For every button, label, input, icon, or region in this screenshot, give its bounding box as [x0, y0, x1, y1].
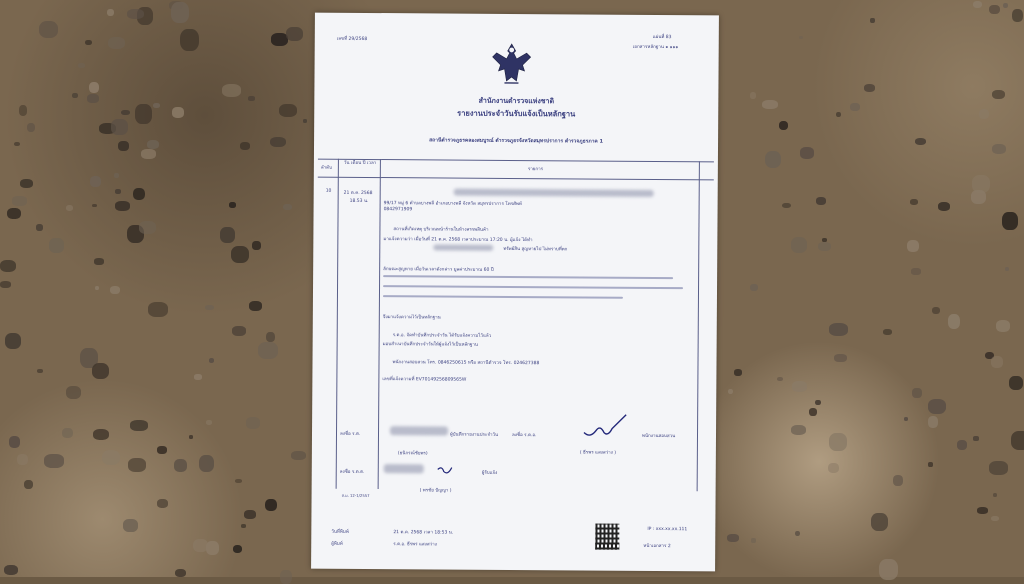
pebble: [141, 149, 156, 159]
pebble: [248, 96, 254, 101]
pebble: [279, 104, 297, 117]
pebble: [0, 260, 16, 272]
pebble: [979, 109, 990, 119]
pebble: [92, 204, 97, 208]
signature-1-name: (ธนิกรณ์ชัยพร): [397, 451, 428, 457]
pebble: [128, 458, 146, 472]
pebble: [991, 356, 1003, 368]
footer-page: หน้าเอกสาร 2: [643, 543, 671, 550]
pebble: [910, 199, 918, 205]
pebble: [66, 386, 81, 399]
pebble: [834, 354, 847, 362]
pebble: [115, 189, 121, 194]
pebble: [172, 107, 184, 117]
footer-date: 21 ต.ค. 2568 เวลา 18:53 น.: [393, 530, 454, 536]
pebble: [232, 326, 246, 335]
pebble: [973, 1, 982, 8]
pebble: [209, 358, 215, 363]
entry-line-7: จึงมาแจ้งความไว้เป็นหลักฐาน: [382, 315, 441, 321]
pebble: [283, 204, 292, 210]
pebble: [171, 2, 189, 23]
pebble: [4, 565, 18, 576]
pebble: [17, 454, 28, 465]
pebble: [87, 94, 99, 103]
pebble: [14, 142, 20, 147]
pebble: [72, 93, 78, 98]
pebble: [818, 242, 831, 251]
footer-printer: ร.ต.อ. ธีรพร แสงสว่าง: [393, 542, 437, 548]
pebble: [871, 513, 888, 531]
pebble: [932, 307, 940, 314]
pebble: [174, 459, 187, 472]
pebble: [750, 284, 758, 292]
text-line: [383, 295, 623, 298]
pebble: [800, 147, 814, 159]
pebble: [989, 461, 1008, 475]
pebble: [779, 121, 789, 131]
pebble: [751, 538, 756, 543]
pebble: [791, 237, 808, 253]
pebble: [799, 36, 804, 39]
page-number: แผ่นที่ 83: [652, 34, 672, 41]
form-code: ส.ม. 12-1/2557: [341, 492, 370, 498]
qr-code-icon: [595, 524, 619, 550]
entry-line-4: มาแจ้งความว่า เมื่อวันที่ 21 ต.ค. 2568 เวลาประมาณ 17:20 น. ผู้แจ้ง ได้ทำ: [383, 237, 533, 244]
pebble: [147, 140, 159, 149]
pebble: [20, 179, 34, 188]
pebble: [912, 388, 922, 398]
pebble: [864, 84, 876, 92]
entry-line-3: สถานที่เกิดเหตุ บริเวณหน้าร้านในห้างสรรพสินค้า: [393, 227, 489, 233]
entry-line-1: 99/17 หมู่ 6 ตำบลบางพลี อำเภอบางพลี จังหวัด สมุทรปราการ โทรศัพท์: [383, 201, 522, 208]
pebble: [938, 202, 950, 211]
pebble: [49, 238, 64, 253]
table-divider-3: [697, 161, 700, 491]
text-line: [383, 275, 673, 279]
signature-1-label: ลงชื่อ ร.ต.: [339, 431, 361, 437]
pebble: [271, 33, 288, 46]
pebble: [928, 399, 946, 414]
column-header-no: ลำดับ: [320, 165, 332, 171]
pebble: [791, 425, 806, 435]
pebble: [37, 369, 43, 373]
pebble: [62, 428, 73, 439]
pebble: [265, 499, 277, 512]
signature-2-role: พนักงานสอบสวน: [641, 433, 676, 440]
pebble: [92, 363, 109, 380]
pebble: [222, 84, 242, 97]
police-report-document: [311, 13, 719, 572]
pebble: [249, 301, 262, 311]
entry-line-10: พนักงานสอบสวน โทร. 0846250615 หรือ สถานีตำรวจ โทร. 024627388: [392, 360, 540, 367]
redacted-complainant-name: [454, 189, 654, 197]
signature-2-label: ลงชื่อ ร.ต.อ.: [511, 432, 537, 439]
pebble: [734, 369, 742, 376]
pebble: [829, 433, 846, 451]
pebble: [893, 475, 903, 486]
pebble: [991, 516, 999, 521]
signature-3-label: ลงชื่อ ร.ต.ต.: [339, 469, 365, 475]
text-line: [383, 285, 683, 289]
pebble: [78, 63, 85, 67]
pebble: [240, 142, 250, 150]
pebble: [957, 440, 968, 450]
pebble: [107, 9, 114, 16]
pebble: [765, 151, 782, 169]
pebble: [973, 436, 979, 440]
pebble: [971, 190, 986, 204]
pebble: [1011, 431, 1024, 450]
pebble: [728, 389, 733, 395]
redacted-signature-1: [390, 426, 448, 435]
pebble: [782, 203, 791, 209]
entry-line-5: ทรัพย์สิน สูญหายไป ไม่ทราบที่ตก: [503, 246, 568, 253]
pebble: [5, 333, 21, 349]
entry-line-6: ลักษณะสูญหาย เมื่อวันเวลาดังกล่าว มูลค่าประมาณ 60 ปี: [383, 267, 494, 273]
table-header-border: [318, 177, 714, 181]
pebble: [883, 329, 892, 335]
pebble: [948, 314, 961, 329]
entry-line-11: เลขที่แจ้งความที่ EV70149256809565W: [382, 377, 467, 383]
pebble: [148, 302, 168, 317]
entry-line-8: ร.ต.อ. จัดทำบันทึกประจำวัน ได้รับแจ้งความไว้แล้ว: [392, 333, 492, 339]
pebble: [133, 188, 145, 201]
pebble: [139, 221, 156, 234]
signature-1-role: ผู้บันทึกรายงานประจำวัน: [449, 432, 499, 438]
pebble: [977, 507, 988, 514]
pebble: [108, 37, 125, 50]
page-subtext: เอกสารหลักฐาน ๑ ๑๑๑: [632, 44, 679, 51]
pebble: [153, 103, 160, 108]
pebble: [206, 420, 212, 425]
pebble: [993, 493, 997, 497]
pebble: [135, 104, 152, 123]
pebble: [928, 462, 933, 467]
pebble: [762, 100, 777, 109]
pebble: [231, 246, 249, 264]
pebble: [246, 417, 260, 429]
document-title: รายงานประจำวันรับแจ้งเป็นหลักฐาน: [457, 108, 576, 119]
pebble: [286, 27, 302, 42]
pebble: [280, 570, 292, 584]
pebble: [829, 323, 848, 336]
entry-date: 21 ต.ค. 2568: [343, 190, 373, 197]
pebble: [252, 241, 261, 250]
entry-line-2: 0842971909: [383, 207, 413, 213]
signature-3-name: ( พรชัย ปัญญา ): [419, 488, 452, 494]
pebble: [194, 374, 202, 379]
pebble: [244, 510, 256, 519]
pebble: [24, 480, 33, 490]
pebble: [1012, 9, 1023, 22]
column-header-date: วัน เดือน ปี เวลา: [343, 160, 377, 167]
pebble: [157, 499, 168, 508]
pebble: [992, 144, 1006, 155]
pebble: [911, 268, 921, 274]
pebble: [989, 5, 1000, 15]
pebble: [266, 332, 275, 343]
pebble: [816, 197, 826, 205]
pebble: [157, 446, 167, 454]
pebble: [44, 454, 64, 467]
pebble: [291, 451, 306, 460]
pebble: [1002, 212, 1018, 230]
pebble: [206, 541, 219, 555]
entry-time: 18.53 น.: [349, 198, 369, 204]
redacted-signature-3: [384, 464, 424, 473]
pebble: [89, 82, 99, 94]
signature-2-name: ( ธีรพร แสงสว่าง ): [579, 450, 617, 456]
pebble: [36, 224, 43, 231]
pebble: [199, 455, 214, 472]
signature-3-role: ผู้รับแจ้ง: [481, 470, 498, 476]
station-name: สถานีตำรวจภูธรคลองสมบูรณ์ ตำรวจภูธรจังหวัดสมุทรปราการ ตำรวจภูธรภาค 1: [429, 137, 604, 145]
pebble: [229, 202, 236, 208]
pebble: [111, 119, 127, 135]
entry-number: 10: [325, 188, 332, 194]
pebble: [928, 416, 938, 428]
pebble: [241, 524, 246, 528]
pebble: [828, 463, 840, 474]
pebble: [175, 569, 186, 577]
pebble: [95, 286, 100, 290]
signature-mark: [582, 412, 630, 440]
pebble: [270, 137, 286, 148]
footer-date-label: วันที่พิมพ์: [331, 529, 349, 535]
pebble: [19, 105, 28, 115]
pebble: [7, 208, 20, 220]
pebble: [992, 90, 1005, 99]
pebble: [0, 281, 11, 288]
pebble: [9, 436, 20, 448]
pebble: [193, 539, 208, 552]
table-divider-2: [378, 159, 381, 489]
table-divider-1: [336, 159, 339, 489]
signature-mark: [436, 463, 456, 475]
pebble: [303, 119, 307, 123]
pebble: [180, 29, 199, 52]
pebble: [727, 534, 739, 542]
pebble: [907, 240, 919, 252]
pebble: [870, 18, 875, 23]
pebble: [12, 196, 27, 205]
document-number: เลขที่ 29/2568: [336, 36, 368, 42]
pebble: [996, 320, 1010, 332]
agency-name: สำนักงานตำรวจแห่งชาติ: [478, 96, 555, 106]
pebble: [915, 138, 927, 145]
pebble: [258, 342, 278, 359]
pebble: [94, 258, 104, 265]
garuda-emblem-icon: [490, 41, 532, 87]
pebble: [93, 429, 109, 441]
pebble: [123, 519, 138, 532]
pebble: [850, 103, 860, 111]
pebble: [102, 450, 121, 466]
footer-ip: IP : xxx.xx.xx.111: [647, 526, 688, 533]
footer-printer-label: ผู้พิมพ์: [331, 541, 343, 547]
pebble: [118, 141, 129, 151]
pebble: [39, 21, 59, 39]
pebble: [205, 305, 214, 311]
pebble: [792, 381, 808, 391]
pebble: [130, 420, 148, 431]
pebble: [114, 173, 119, 178]
pebble: [220, 227, 235, 243]
pebble: [127, 9, 144, 19]
entry-line-9: มอบสำเนาบันทึกประจำวันให้ผู้แจ้งไว้เป็นหลักฐาน: [382, 342, 479, 348]
redacted-item: [433, 244, 493, 250]
pebble: [115, 201, 130, 211]
pebble: [90, 176, 101, 187]
pebble: [1009, 376, 1023, 391]
pebble: [904, 417, 909, 421]
column-header-entry: รายการ: [527, 167, 544, 173]
pebble: [815, 400, 821, 406]
pebble: [85, 40, 92, 46]
